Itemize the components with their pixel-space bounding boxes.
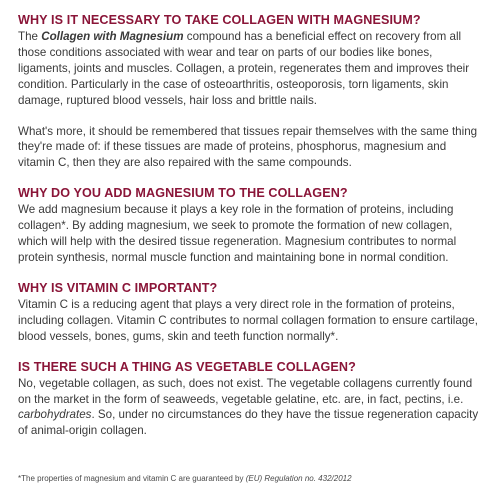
regulation-reference: (EU) Regulation no. 432/2012 bbox=[245, 474, 352, 483]
section-vitamin-c bbox=[18, 280, 479, 345]
footnote bbox=[18, 474, 352, 483]
section-heading: WHY DO YOU ADD MAGNESIUM TO THE COLLAGEN? bbox=[18, 186, 348, 201]
section-heading: WHY IS IT NECESSARY TO TAKE COLLAGEN WITH MAGNESIUM? bbox=[18, 13, 421, 27]
section-collagen-with-magnesium bbox=[18, 12, 479, 171]
section-vegetable-collagen bbox=[18, 359, 479, 440]
paragraph-text: . So, under no circumstances do they have the tissue regeneration capacity of animal-origin collagen. bbox=[18, 408, 479, 438]
section-paragraph: We add magnesium because it plays a key role in the formation of proteins, including collagen*. By adding magnesium, we seek to promote the formation of new collagen, which will help with the desired tissue regeneration. Magnesium contributes to normal protein synthesis, normal muscle function and maintaining bone in normal condition. bbox=[18, 203, 457, 264]
section-heading: WHY IS VITAMIN C IMPORTANT? bbox=[18, 280, 218, 295]
paragraph-text: The bbox=[18, 30, 42, 43]
section-paragraph: What's more, it should be remembered that tissues repair themselves with the same thing they're made of: if these tissues are made of proteins, phosphorus, magnesium and vitamin C, then they are also repaired with the same compounds. bbox=[18, 124, 478, 170]
section-paragraph bbox=[18, 29, 479, 109]
section-why-add-magnesium bbox=[18, 185, 479, 266]
section-heading: IS THERE SUCH A THING AS VEGETABLE COLLAGEN? bbox=[18, 359, 356, 374]
section-paragraph: Vitamin C is a reducing agent that plays a very direct role in the formation of proteins, including collagen. Vitamin C contributes to normal collagen formation to ensure cartilage, blood vessels, bones, gums, skin and teeth function normally*. bbox=[18, 297, 478, 343]
emphasis-text: carbohydrates bbox=[18, 408, 92, 422]
product-name: Collagen with Magnesium bbox=[41, 30, 184, 43]
paragraph-text: compound has a beneficial effect on recovery from all those conditions associated with wear and tear on parts of our bodies like bones, ligaments, joints and muscles. Collagen, a protein, regenerates them and improves their condition. Particularly in the case of osteoarthritis, osteoporosis, torn ligaments, skin damage, ruptured blood vessels, hair loss and brittle nails. bbox=[18, 30, 470, 107]
footnote-text: *The properties of magnesium and vitamin C are guaranteed by bbox=[18, 474, 246, 483]
section-paragraph bbox=[18, 376, 479, 440]
paragraph-text: No, vegetable collagen, as such, does not exist. The vegetable collagens currently found on the market in the form of seaweeds, vegetable gelatine, etc. are, in fact, pectins, i.e. bbox=[18, 376, 473, 406]
